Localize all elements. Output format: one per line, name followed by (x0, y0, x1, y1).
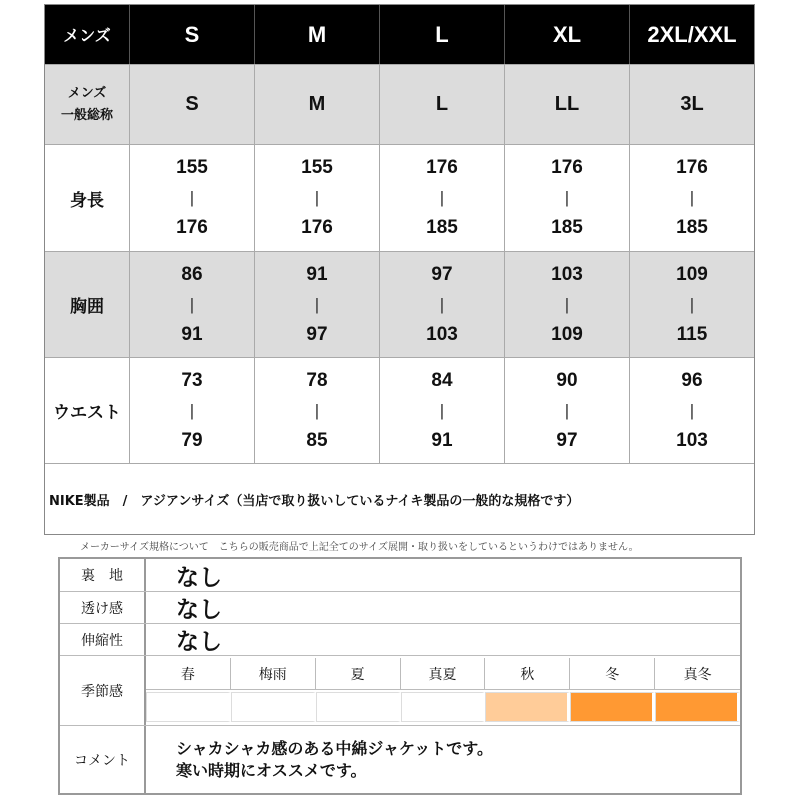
season-name-midsummer: 真夏 (401, 658, 486, 690)
waist-range-cell (505, 358, 630, 463)
range-min: 155 (176, 157, 208, 178)
size-standard-note: NIKE製品 / アジアンサイズ（当店で取り扱いしているナイキ製品の一般的な規格です） (49, 493, 580, 509)
range-max: 85 (306, 429, 328, 451)
range-max: 97 (306, 323, 328, 345)
range-max: 97 (556, 429, 578, 451)
size-header-s: S (130, 5, 255, 64)
chest-row (45, 252, 754, 358)
height-range-cell (130, 145, 255, 251)
season-indicator-winter (570, 692, 655, 722)
size-header-label: メンズ (45, 5, 130, 64)
stretch-row (60, 624, 740, 656)
season-indicator-summer (316, 692, 401, 722)
season-indicator-spring (146, 692, 231, 722)
range-min: 91 (306, 263, 328, 285)
range-min: 97 (431, 263, 453, 285)
season-name-winter: 冬 (570, 658, 655, 690)
lining-row (60, 559, 740, 592)
chest-label: 胸囲 (45, 252, 130, 357)
general-size-value: 3L (680, 93, 704, 115)
comment-line-1: シャカシャカ感のある中綿ジャケットです。 (176, 738, 493, 758)
size-header-l: L (380, 5, 505, 64)
range-separator: | (314, 400, 320, 420)
general-size-label-line1: メンズ (67, 85, 107, 101)
range-separator: | (689, 400, 695, 420)
range-min: 78 (306, 369, 328, 391)
range-separator: | (689, 294, 695, 314)
range-max: 109 (551, 323, 583, 345)
season-name-autumn: 秋 (485, 658, 570, 690)
chest-range-cell (255, 252, 380, 357)
season-name-midwinter: 真冬 (655, 658, 740, 690)
range-separator: | (439, 188, 445, 207)
range-max: 103 (676, 429, 708, 451)
general-size-value: L (380, 65, 505, 144)
range-min: 73 (181, 369, 203, 391)
waist-range-cell (630, 358, 754, 463)
general-size-label (45, 65, 130, 144)
range-min: 103 (551, 263, 583, 285)
season-indicator-midsummer (401, 692, 486, 722)
size-chart-table (44, 4, 755, 535)
range-max: 185 (551, 217, 583, 238)
sheer-value: なし (176, 597, 222, 623)
season-indicator-midwinter (655, 692, 740, 722)
sheer-row (60, 592, 740, 624)
range-max: 91 (181, 323, 203, 345)
height-range-cell (380, 145, 505, 251)
range-max: 91 (431, 429, 453, 451)
range-max: 79 (181, 429, 203, 451)
range-separator: | (564, 400, 570, 420)
range-separator: | (189, 400, 195, 420)
chest-range-cell (630, 252, 754, 357)
lining-value: なし (176, 564, 222, 591)
range-max: 185 (676, 217, 708, 238)
range-separator: | (439, 400, 445, 420)
height-range-cell (505, 145, 630, 251)
season-indicator-autumn (485, 692, 570, 722)
comment-label: コメント (60, 726, 146, 793)
season-name-rainy: 梅雨 (231, 658, 316, 690)
range-max: 176 (176, 217, 208, 238)
range-separator: | (314, 188, 320, 207)
general-size-row (45, 65, 754, 145)
range-separator: | (189, 188, 195, 207)
range-separator: | (314, 294, 320, 314)
comment-row (60, 726, 740, 793)
season-name-spring: 春 (146, 658, 231, 690)
maker-size-footnote: メーカーサイズ規格について こちらの販売商品で上記全てのサイズ展開・取り扱いをしているというわけではありません。 (80, 542, 639, 553)
range-separator: | (564, 188, 570, 207)
range-min: 109 (676, 263, 708, 285)
range-min: 176 (676, 157, 708, 178)
range-separator: | (189, 294, 195, 314)
size-header-xl: XL (505, 5, 630, 64)
range-min: 155 (301, 157, 333, 178)
range-min: 90 (556, 369, 578, 391)
comment-line-2: 寒い時期にオススメです。 (176, 760, 367, 780)
general-size-label-line2: 一般総称 (60, 107, 113, 123)
height-range-cell (255, 145, 380, 251)
height-row (45, 145, 754, 252)
range-separator: | (689, 188, 695, 207)
range-max: 115 (676, 323, 708, 345)
height-range-cell (630, 145, 754, 251)
comment-text (146, 726, 740, 793)
season-grid (146, 656, 740, 725)
range-min: 84 (431, 369, 453, 391)
lining-label: 裏 地 (60, 559, 146, 591)
season-indicator-rainy (231, 692, 316, 722)
range-max: 176 (301, 217, 333, 238)
height-label: 身長 (45, 145, 130, 251)
range-max: 103 (426, 323, 458, 345)
waist-label: ウエスト (45, 358, 130, 463)
range-max: 185 (426, 217, 458, 238)
waist-row (45, 358, 754, 464)
range-separator: | (439, 294, 445, 314)
range-min: 176 (551, 157, 583, 178)
waist-range-cell (130, 358, 255, 463)
product-attributes-table (58, 557, 742, 795)
general-size-value: S (130, 65, 255, 144)
chest-range-cell (505, 252, 630, 357)
chest-range-cell (380, 252, 505, 357)
range-min: 96 (681, 369, 703, 391)
chest-range-cell (130, 252, 255, 357)
size-header-2xl: 2XL/XXL (647, 21, 737, 47)
season-name-summer: 夏 (316, 658, 401, 690)
sheer-label: 透け感 (60, 592, 146, 623)
general-size-value: LL (505, 65, 630, 144)
general-size-value: M (255, 65, 380, 144)
waist-range-cell (380, 358, 505, 463)
range-min: 86 (181, 263, 203, 285)
size-header-row (45, 5, 754, 65)
season-row (60, 656, 740, 726)
size-header-m: M (255, 5, 380, 64)
stretch-value: なし (176, 629, 222, 655)
range-min: 176 (426, 157, 458, 178)
range-separator: | (564, 294, 570, 314)
season-label: 季節感 (60, 656, 146, 725)
waist-range-cell (255, 358, 380, 463)
stretch-label: 伸縮性 (60, 624, 146, 655)
